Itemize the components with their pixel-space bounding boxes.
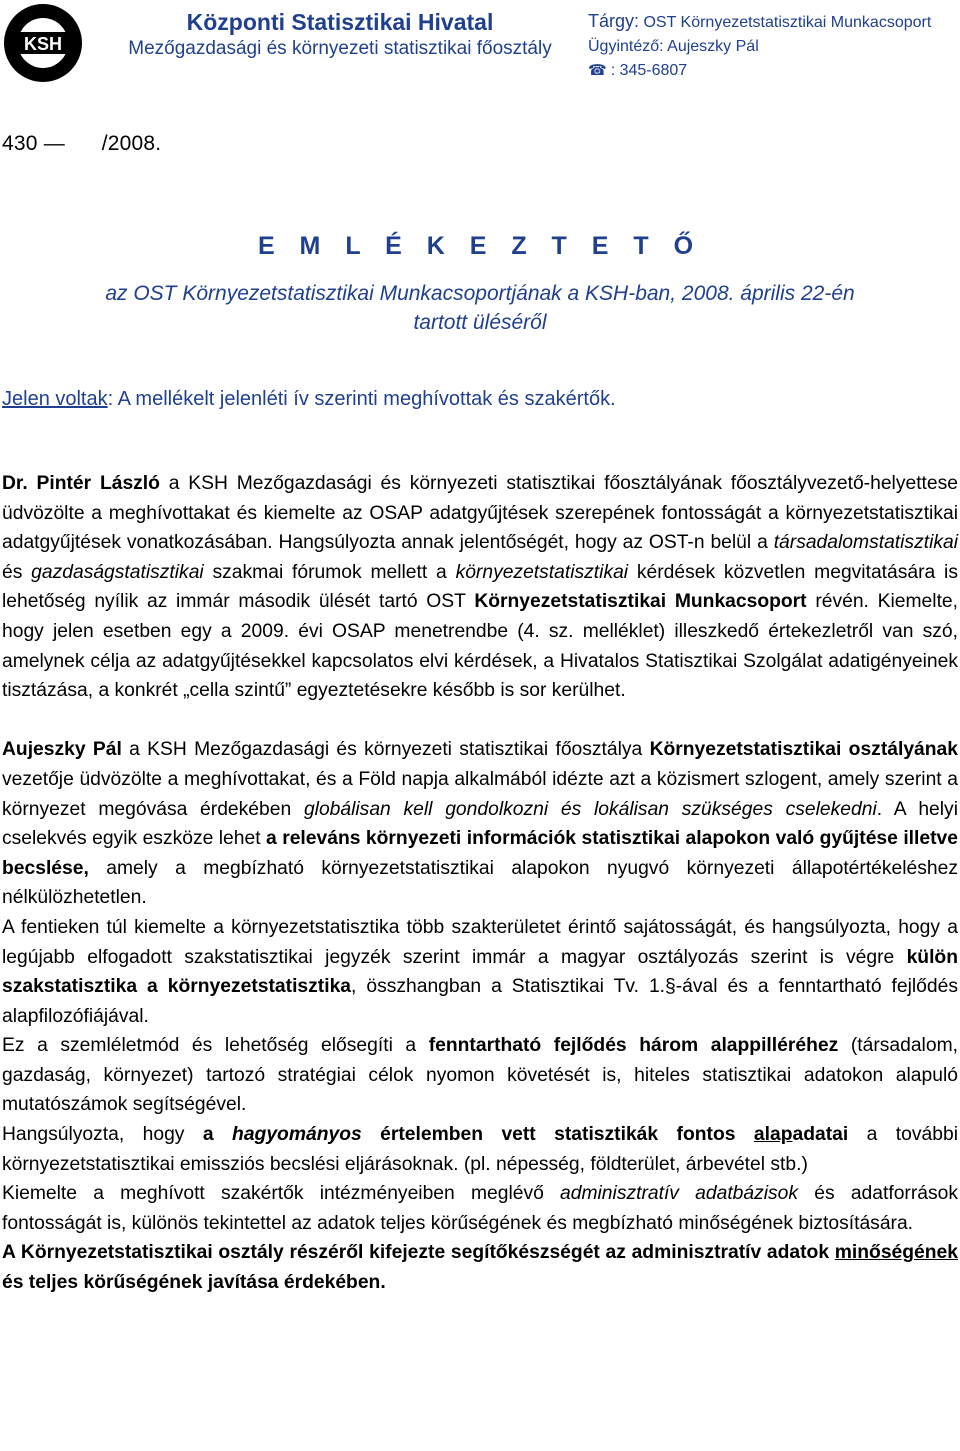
reference-number [2, 132, 161, 156]
text-run: szakmai fórumok mellett a [203, 561, 456, 583]
office-name: Központi Statisztikai Hivatal [186, 9, 494, 35]
telephone-icon: ☎ [588, 62, 607, 79]
text-run: révén. Kiemelte, hogy jelen esetben egy a 2009. évi OSAP menetrendbe (4. sz. melléklet) illeszkedő értekezletről van szó, amelynek célja az adatgyűjtésekkel kapcsolatos elvi kérdések, a Hivatalos Statisztikai Szolgálat adatigényeinek tisztázása, a konkrét „cella szintű” egyeztetésekre később is sor kerülhet. [2, 591, 959, 702]
text-run: minőségének [834, 1242, 958, 1264]
office-department: Mezőgazdasági és környezeti statisztikai főosztály [128, 38, 552, 59]
text-run: A Környezetstatisztikai osztály részéről kifejezte segítőkészségét az adminisztratív adatok [2, 1242, 835, 1264]
paragraph [2, 913, 958, 1031]
text-run: Ez a szemléletmód és lehetőség elősegíti a [2, 1035, 429, 1057]
text-run: adatai [792, 1124, 849, 1146]
text-run: hagyományos [232, 1124, 362, 1146]
attendance-label: Jelen voltak [2, 388, 108, 410]
subtitle-text: az OST Környezetstatisztikai Munkacsoportjának a KSH-ban, 2008. április 22-én tartott üléséről [105, 282, 855, 334]
letterhead [0, 0, 960, 100]
document-title: E M L É K E Z T E T Ő [257, 232, 703, 260]
subject-line [588, 9, 960, 35]
office-block [120, 8, 560, 61]
text-run: Hangsúlyozta, hogy [2, 1124, 203, 1146]
text-run: társadalomstatisztikai [773, 532, 958, 554]
logo-text: KSH [23, 34, 63, 54]
text-run: értelemben vett statisztikák fontos [361, 1124, 754, 1146]
text-run: . A helyi cselekvés egyik eszköze lehet [2, 798, 958, 850]
text-run: Dr. Pintér László [2, 473, 160, 494]
text-run: adminisztratív adatbázisok [560, 1183, 799, 1205]
ksh-logo-icon [2, 2, 84, 84]
text-run: amely a megbízható környezetstatisztikai alapokon nyugvó környezeti állapotértékeléshez nélkülözhetetlen. [2, 857, 958, 909]
text-run: alap [753, 1124, 793, 1146]
text-run: Kiemelte a meghívott szakértők intézményeiben meglévő [2, 1183, 561, 1205]
text-run: , összhangban a Statisztikai Tv. 1.§-ával és a fenntartható fejlődés alapfilozófiájával. [2, 976, 958, 1027]
text-run: (társadalom, gazdaság, környezet) tartozó stratégiai célok nyomon követését is, hiteles statisztikai adatokon alapuló mutatószámok segítségével. [2, 1035, 958, 1116]
text-run: kérdések közvetlen megvitatására is lehetőség nyílik az immár második ülését tartó OST [2, 561, 958, 613]
text-run: fenntartható fejlődés három alappilléréhez [428, 1035, 839, 1057]
document-subtitle [0, 279, 960, 337]
paragraph [2, 1238, 958, 1297]
text-run: és adatforrások fontosságát is, különös tekintettel az adatok teljes körűségének és megbízható minőségének biztosítására. [2, 1183, 958, 1234]
text-run: a [202, 1124, 233, 1146]
subject-value: OST Környezetstatisztikai Munkacsoport [643, 14, 932, 31]
text-run: gazdaságstatisztikai [31, 561, 204, 583]
attendance-line [2, 388, 616, 411]
attendance-text: : A mellékelt jelenléti ív szerinti meghívottak és szakértők. [107, 388, 616, 410]
paragraph [2, 469, 958, 706]
paragraph [2, 1120, 958, 1179]
text-run: A fentieken túl kiemelte a környezetstatisztika több szakterületet érintő sajátosságát, és hangsúlyozta, hogy a legújabb elfogadott szakstatisztikai jegyzék szerint immár a magyar osztályozás szerint is végre [2, 916, 958, 968]
text-run: Környezetstatisztikai osztályának [649, 739, 958, 761]
text-run: a KSH Mezőgazdasági és környezeti statisztikai főosztálya [121, 739, 650, 761]
handler-line: Ügyintéző: Aujeszky Pál [588, 38, 759, 55]
text-run: a KSH Mezőgazdasági és környezeti statisztikai főosztályának főosztályvezető-helyettese üdvözölte a meghívottakat és kiemelte az OSAP adatgyűjtések szerepének fontosságát a környezetstatisztikai adatgyűjtések vonatkozásában. Hangsúlyozta annak jelentőségét, hogy az OST-n belül a [2, 473, 958, 554]
text-run: a további környezetstatisztikai emissziós becslési eljárásoknak. (pl. népesség, földterület, árbevétel stb.) [2, 1124, 958, 1175]
text-run: külön szakstatisztika a környezetstatisztika [2, 946, 958, 998]
text-run: Aujeszky Pál [2, 739, 122, 761]
text-run: a releváns környezeti információk statisztikai alapokon való gyűjtése illetve becslése, [2, 828, 958, 879]
phone-line [588, 59, 960, 83]
minutes-body [2, 469, 958, 1298]
paragraph [2, 1179, 958, 1238]
phone-number: : 345-6807 [610, 62, 688, 79]
text-run: globálisan kell gondolkozni és lokálisan szükséges cselekedni [303, 798, 877, 820]
reference-dash: — [43, 132, 65, 155]
subject-label: Tárgy: [588, 11, 640, 31]
text-run: és [2, 561, 32, 583]
paragraph [2, 735, 958, 913]
text-run: vezetője üdvözölte a meghívottakat, és a Föld napja alkalmából idézte azt a közismert szlogent, amely szerint a környezet megóvása érdekében [2, 768, 958, 820]
text-run: környezetstatisztikai [455, 561, 629, 583]
reference-prefix: 430 [2, 132, 38, 155]
text-run: Környezetstatisztikai Munkacsoport [474, 591, 807, 613]
reference-suffix: /2008. [101, 132, 162, 155]
paragraph [2, 1031, 958, 1120]
meta-block [588, 9, 960, 83]
text-run: és teljes körűségének javítása érdekében. [2, 1272, 386, 1294]
